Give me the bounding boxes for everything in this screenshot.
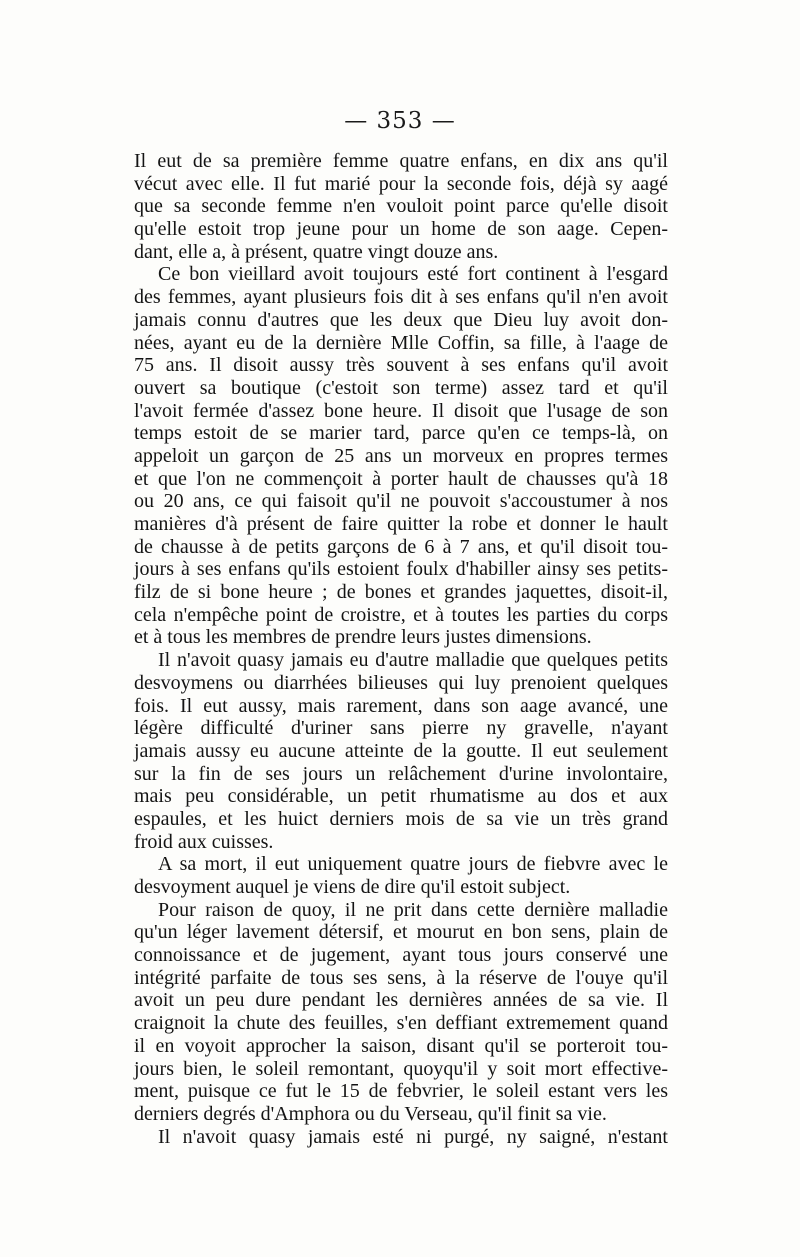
page-number: — 353 — — [344, 108, 456, 134]
body-text — [134, 150, 668, 1148]
text-line: ou 20 ans, ce qui faisoit qu'il ne pouvoit s'accoustumer à nos — [134, 490, 668, 513]
text-line: qu'un léger lavement détersif, et mourut en bon sens, plain de — [134, 921, 668, 944]
text-line: légère difficulté d'uriner sans pierre ny gravelle, n'ayant — [134, 717, 668, 740]
text-line: desvoymens ou diarrhées bilieuses qui luy prenoient quelques — [134, 671, 668, 694]
paragraph — [134, 150, 668, 263]
text-line: Il n'avoit quasy jamais esté ni purgé, ny saigné, n'estant — [158, 1125, 668, 1148]
text-line: il en voyoit approcher la saison, disant qu'il se porteroit tou- — [134, 1034, 668, 1057]
text-line: ment, puisque ce fut le 15 de febvrier, le soleil estant vers les — [134, 1080, 668, 1103]
text-line: 75 ans. Il disoit aussy très souvent à ses enfans qu'il avoit — [134, 354, 668, 377]
text-line: des femmes, ayant plusieurs fois dit à ses enfans qu'il n'en avoit — [134, 286, 668, 309]
text-line: mais peu considérable, un petit rhumatisme au dos et aux — [134, 785, 668, 808]
text-line: qu'elle estoit trop jeune pour un home de son aage. Cepen- — [134, 218, 668, 241]
text-line: nées, ayant eu de la dernière Mlle Coffin, sa fille, à l'aage de — [134, 331, 668, 354]
text-line: Il n'avoit quasy jamais eu d'autre malladie que quelques petits — [158, 649, 668, 672]
text-line: intégrité parfaite de tous ses sens, à la réserve de l'ouye qu'il — [134, 966, 668, 989]
text-line: avoit un peu dure pendant les dernières années de sa vie. Il — [134, 989, 668, 1012]
text-line: derniers degrés d'Amphora ou du Verseau, qu'il finit sa vie. — [134, 1102, 607, 1125]
text-line: dant, elle a, à présent, quatre vingt douze ans. — [134, 240, 499, 263]
paragraph — [134, 899, 668, 1126]
text-line: Il eut de sa première femme quatre enfans, en dix ans qu'il — [134, 150, 668, 172]
paragraph — [134, 649, 668, 853]
text-line: vécut avec elle. Il fut marié pour la seconde fois, déjà sy aagé — [134, 172, 668, 195]
text-line: desvoyment auquel je viens de dire qu'il estoit subject. — [134, 876, 571, 898]
text-line: froid aux cuisses. — [134, 830, 274, 853]
text-line: l'avoit fermée d'assez bone heure. Il disoit que l'usage de son — [134, 399, 668, 422]
text-line: Ce bon vieillard avoit toujours esté fort continent à l'esgard — [158, 263, 668, 286]
text-line: espaules, et les huict derniers mois de sa vie un très grand — [134, 807, 668, 830]
text-line: ouvert sa boutique (c'estoit son terme) assez tard et qu'il — [134, 376, 668, 399]
text-line: fois. Il eut aussy, mais rarement, dans son aage avancé, une — [134, 694, 668, 717]
paragraph — [134, 263, 668, 649]
text-line: jours bien, le soleil remontant, quoyqu'il y soit mort effective- — [134, 1057, 668, 1080]
paragraph — [134, 1126, 668, 1149]
text-line: et à tous les membres de prendre leurs justes dimensions. — [134, 626, 592, 649]
text-line: de chausse à de petits garçons de 6 à 7 ans, et qu'il disoit tou- — [134, 535, 668, 558]
text-line: cela n'empêche point de croistre, et à toutes les parties du corps — [134, 603, 668, 626]
text-line: sur la fin de ses jours un relâchement d'urine involontaire, — [134, 762, 668, 785]
text-line: jamais aussy eu aucune atteinte de la goutte. Il eut seulement — [134, 739, 668, 762]
text-line: appeloit un garçon de 25 ans un morveux en propres termes — [134, 444, 668, 467]
paragraph — [134, 853, 668, 898]
text-line: connoissance et de jugement, ayant tous jours conservé une — [134, 944, 668, 967]
text-line: jamais connu d'autres que les deux que Dieu luy avoit don- — [134, 308, 668, 331]
text-line: et que l'on ne commençoit à porter hault de chausses qu'à 18 — [134, 467, 668, 490]
text-line: filz de si bone heure ; de bones et grandes jaquettes, disoit-il, — [134, 581, 668, 604]
text-line: jours à ses enfans qu'ils estoient foulx d'habiller ainsy ses petits- — [134, 558, 668, 581]
text-line: que sa seconde femme n'en vouloit point parce qu'elle disoit — [134, 195, 668, 218]
text-line: manières d'à présent de faire quitter la robe et donner le hault — [134, 513, 668, 535]
text-line: Pour raison de quoy, il ne prit dans cette dernière malladie — [158, 898, 668, 921]
text-line: temps estoit de se marier tard, parce qu'en ce temps-là, on — [134, 422, 668, 445]
text-line: craignoit la chute des feuilles, s'en deffiant extremement quand — [134, 1012, 668, 1035]
text-line: A sa mort, il eut uniquement quatre jours de fiebvre avec le — [158, 853, 668, 876]
